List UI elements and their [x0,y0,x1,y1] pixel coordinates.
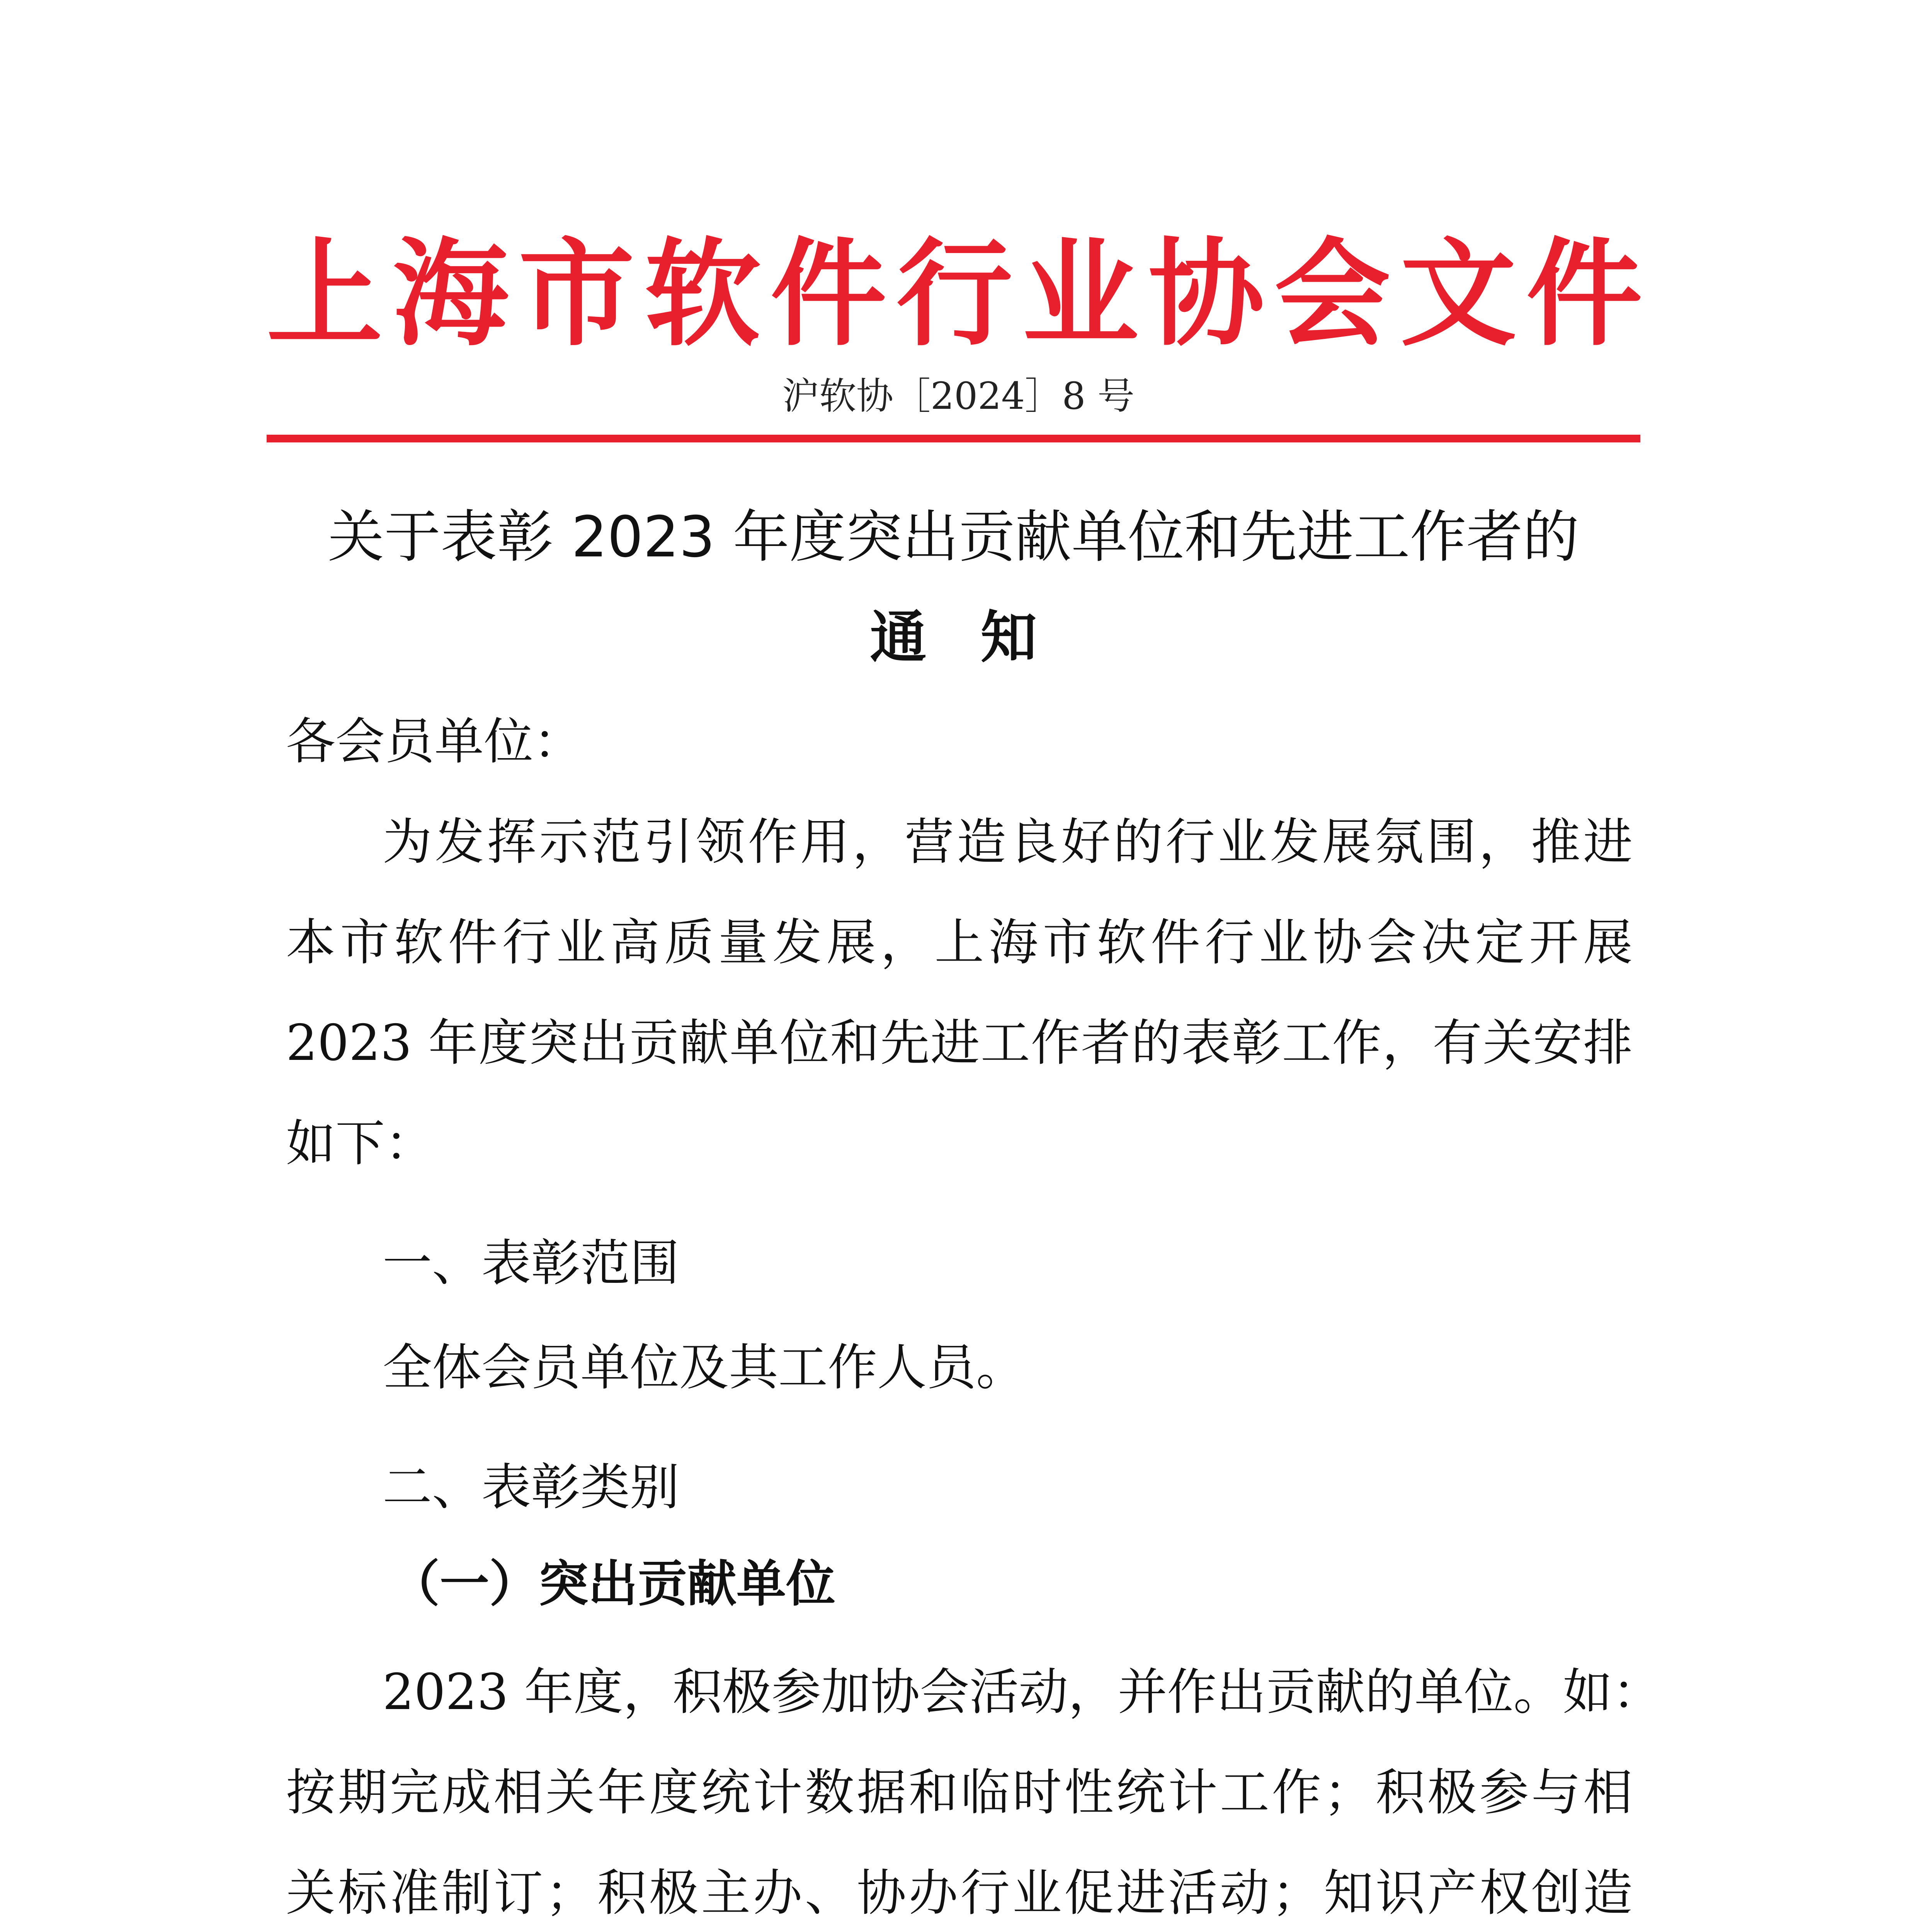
notice-title-line2: 通知 [870,605,1091,670]
intro-line-1: 为发挥示范引领作用，营造良好的行业发展氛围，推进 [383,813,1633,871]
document-number: 沪软协［2024］8 号 [782,374,1135,418]
intro-line-4: 如下： [286,1115,435,1172]
intro-line-2: 本市软件行业高质量发展，上海市软件行业协会决定开展 [286,914,1633,971]
letterhead-title: 上海市软件行业协会文件 [267,225,1642,362]
subsection-1-line-1: 2023 年度，积极参加协会活动，并作出贡献的单位。如： [383,1663,1662,1721]
subsection-1-line-2: 按期完成相关年度统计数据和临时性统计工作；积极参与相 [286,1764,1633,1821]
salutation: 各会员单位： [286,713,583,770]
red-divider-line [267,435,1640,442]
notice-title-line1: 关于表彰 2023 年度突出贡献单位和先进工作者的 [328,504,1579,570]
subsection-1-heading: （一）突出贡献单位 [390,1555,836,1613]
intro-line-3: 2023 年度突出贡献单位和先进工作者的表彰工作，有关安排 [286,1014,1633,1072]
section-1-text: 全体会员单位及其工作人员。 [383,1339,1026,1396]
section-1-heading: 一、表彰范围 [383,1235,680,1292]
section-2-heading: 二、表彰类别 [383,1459,680,1516]
subsection-1-line-3: 关标准制订；积极主办、协办行业促进活动；知识产权创造 [286,1864,1633,1922]
